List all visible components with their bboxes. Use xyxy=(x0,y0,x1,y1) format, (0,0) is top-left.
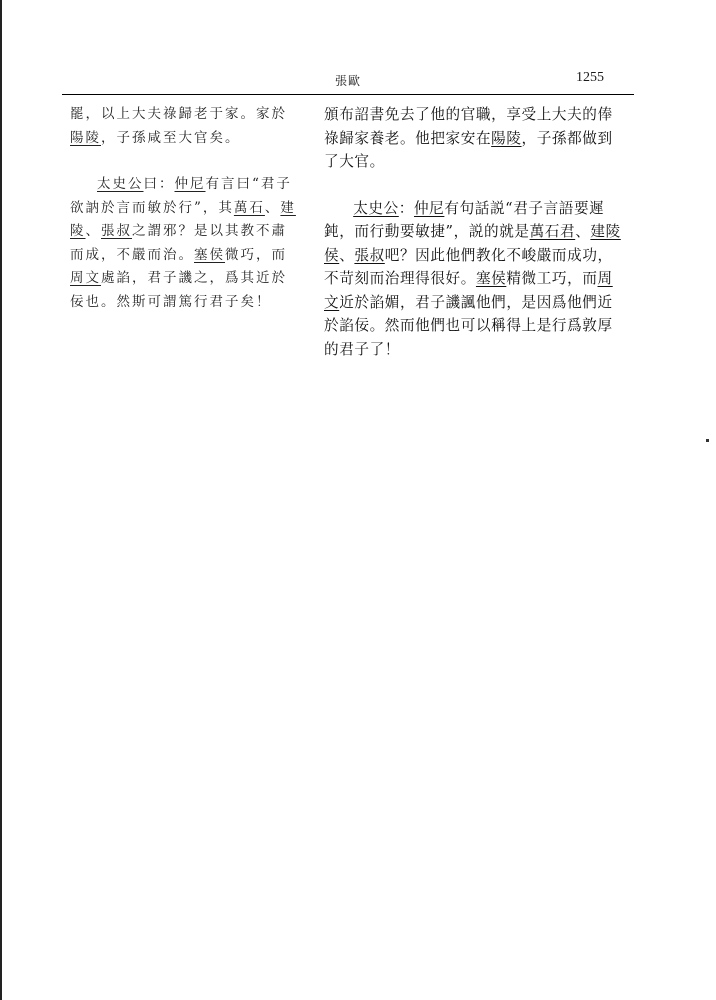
translation-paragraph-2 xyxy=(324,197,624,362)
proper-name: 萬石 xyxy=(233,199,265,216)
text-run: 、 xyxy=(264,199,281,216)
proper-name: 建陵侯 xyxy=(324,223,621,264)
proper-name: 塞侯 xyxy=(194,246,225,263)
proper-name: 太史公 xyxy=(97,176,144,192)
proper-name: 張叔 xyxy=(101,223,132,239)
original-paragraph-1 xyxy=(70,103,300,150)
running-title: 張歐 xyxy=(334,74,361,88)
proper-name: 仲尼 xyxy=(174,176,206,192)
proper-name: 塞侯 xyxy=(475,270,507,287)
proper-name: 陽陵 xyxy=(70,129,101,146)
translation-column xyxy=(324,103,624,361)
paragraph-gap xyxy=(324,174,624,197)
text-run: 之謂邪？是以其教不肅而成，不嚴而治。 xyxy=(70,223,287,263)
header-rule xyxy=(62,94,634,95)
proper-name: 陽陵 xyxy=(491,129,522,147)
proper-name: 建陵 xyxy=(70,199,296,239)
text-run: 處諂，君子譏之，爲其近於佞也。然斯可謂篤行君子矣！ xyxy=(70,270,287,310)
text-run: ，子孫咸至大官矣。 xyxy=(101,129,241,146)
running-header xyxy=(62,70,634,94)
text-run: ，子孫都做到了大官。 xyxy=(324,129,613,170)
proper-name: 周文 xyxy=(70,270,101,286)
text-run: 頒布詔書免去了他的官職，享受上大夫的俸祿歸家養老。他把家安在 xyxy=(324,106,613,147)
paragraph-gap xyxy=(70,150,300,173)
proper-name: 張叔 xyxy=(354,246,385,264)
proper-name: 周文 xyxy=(324,270,613,311)
proper-name: 萬石君 xyxy=(529,223,576,240)
text-run: 精微工巧，而 xyxy=(506,270,598,287)
scan-speck xyxy=(706,439,709,442)
page-number: 1255 xyxy=(576,70,604,85)
text-run: 吧？因此他們教化不峻嚴而成功，不苛刻而治理得很好。 xyxy=(324,246,613,287)
text-run: 、 xyxy=(85,223,101,239)
text-run: ： xyxy=(398,199,414,217)
text-run: 罷，以上大夫祿歸老于家。家於 xyxy=(70,106,287,122)
text-run: 曰： xyxy=(143,176,175,192)
text-run: 有言曰“君子欲訥於言而敏於行”，其 xyxy=(70,176,292,216)
proper-name: 太史公 xyxy=(353,199,399,217)
text-run: 微巧，而 xyxy=(225,246,287,263)
text-run: 、 xyxy=(575,223,591,240)
original-text-column xyxy=(70,103,300,314)
text-run: 、 xyxy=(339,246,355,264)
text-run: 有句話説“君子言語要遲鈍，而行動要敏捷”，説的就是 xyxy=(324,199,605,240)
text-run: 近於諂媚，君子譏諷他們，是因爲他們近於諂佞。然而他們也可以稱得上是行爲敦厚的君子了！ xyxy=(324,293,613,358)
proper-name: 仲尼 xyxy=(413,199,445,217)
original-paragraph-2 xyxy=(70,173,300,314)
translation-paragraph-1 xyxy=(324,103,624,174)
page-edge xyxy=(0,0,2,1000)
